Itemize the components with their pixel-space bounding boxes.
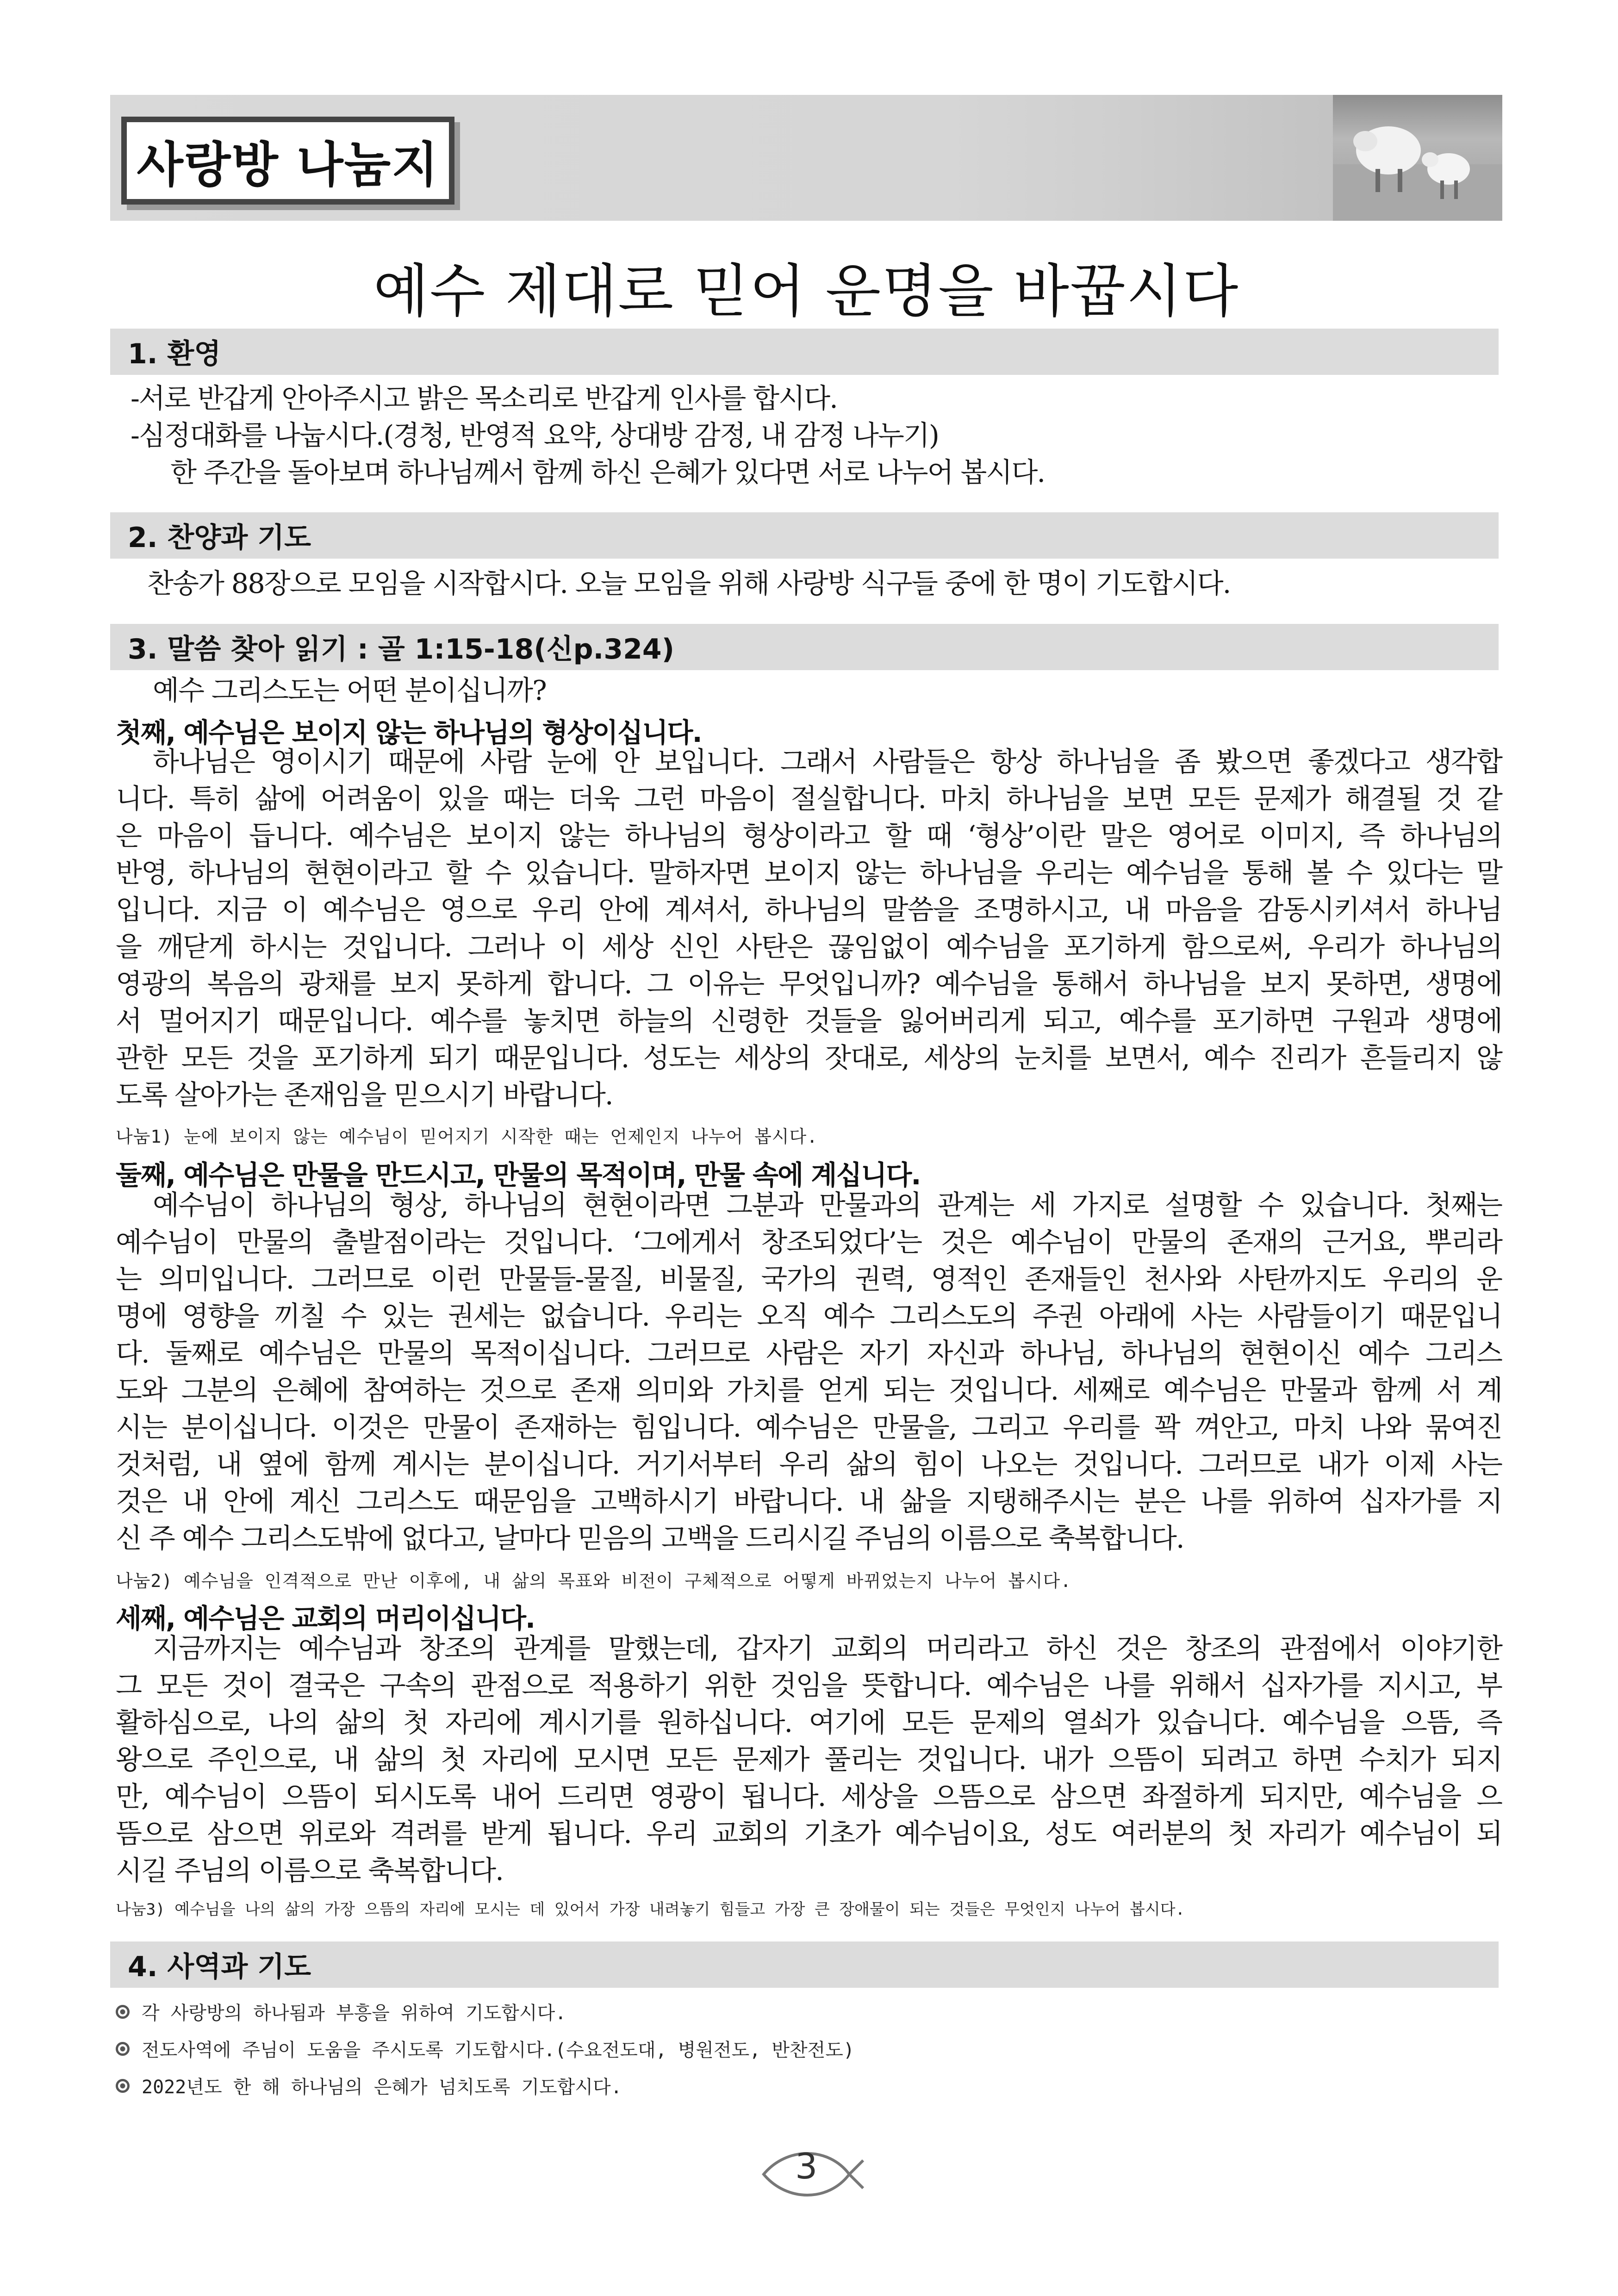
section-heading-praise: 2. 찬양과 기도 <box>110 512 1499 559</box>
point-1-line: 을 깨닫게 하시는 것입니다. 그러나 이 세상 신인 사탄은 끊임없이 예수님을 포기하게 함으로써, 우리가 하나님의 <box>116 931 1502 963</box>
sheep-photo <box>1333 95 1502 221</box>
point-2-line: 다. 둘째로 예수님은 만물의 목적이십니다. 그러므로 사람은 자기 자신과 하나님, 하나님의 현현이신 예수 그리스 <box>116 1337 1502 1369</box>
point-3-line: 뜸으로 삼으면 위로와 격려를 받게 됩니다. 우리 교회의 기초가 예수님이요, 성도 여러분의 첫 자리가 예수님이 되 <box>116 1817 1502 1849</box>
page-number-badge <box>759 2142 865 2207</box>
page-number: 3 <box>795 2146 818 2187</box>
bullet-circle-icon <box>116 2042 130 2056</box>
section-heading-ministry: 4. 사역과 기도 <box>110 1941 1499 1988</box>
point-2-line: 시는 분이십니다. 이것은 만물이 존재하는 힘입니다. 예수님은 만물을, 그리고 우리를 꽉 껴안고, 마치 나와 묶여진 <box>116 1411 1502 1443</box>
point-2-line: 것처럼, 내 옆에 함께 계시는 분이십니다. 거기서부터 우리 삶의 힘이 나오는 것입니다. 그러므로 내가 이제 사는 <box>116 1448 1502 1480</box>
page-title: 예수 제대로 믿어 운명을 바꿉시다 <box>373 258 1239 325</box>
welcome-line-3: 한 주간을 돌아보며 하나님께서 함께 하신 은혜가 있다면 서로 나누어 봅시다. <box>170 456 1045 488</box>
point-2-line: 예수님이 만물의 출발점이라는 것입니다. ‘그에게서 창조되었다’는 것은 예수님이 만물의 존재의 근거요, 뿌리라 <box>116 1226 1502 1258</box>
prayer-item: 전도사역에 주님이 도움을 주시도록 기도합시다.(수요전도대, 병원전도, 반찬전도) <box>116 2035 854 2062</box>
point-1-line: 도록 살아가는 존재임을 믿으시기 바랍니다. <box>116 1079 613 1111</box>
point-1-line: 영광의 복음의 광채를 보지 못하게 합니다. 그 이유는 무엇입니까? 예수님을 통해서 하나님을 보지 못하면, 생명에 <box>116 968 1502 1000</box>
section-label: 사랑방 나눔지 <box>137 137 439 193</box>
praise-line-1: 찬송가 88장으로 모임을 시작합시다. 오늘 모임을 위해 사랑방 식구들 중에 한 명이 기도합시다. <box>147 567 1231 599</box>
sharing-question-2: 나눔2) 예수님을 인격적으로 만난 이후에, 내 삶의 목표와 비전이 구체적으로 어떻게 바뀌었는지 나누어 봅시다. <box>116 1571 1072 1591</box>
scripture-intro: 예수 그리스도는 어떤 분이십니까? <box>153 674 546 706</box>
point-3-line: 활하심으로, 나의 삶의 첫 자리에 계시기를 원하십니다. 여기에 모든 문제의 열쇠가 있습니다. 예수님을 으뜸, 즉 <box>116 1706 1502 1738</box>
point-1-line: 서 멀어지기 때문입니다. 예수를 놓치면 하늘의 신령한 것들을 잃어버리게 되고, 예수를 포기하면 구원과 생명에 <box>116 1005 1502 1037</box>
bullet-circle-icon <box>116 2079 130 2093</box>
point-1-line: 은 마음이 듭니다. 예수님은 보이지 않는 하나님의 형상이라고 할 때 ‘형상’이란 말은 영어로 이미지, 즉 하나님의 <box>116 820 1502 852</box>
point-2-line: 명에 영향을 끼칠 수 있는 권세는 없습니다. 우리는 오직 예수 그리스도의 주권 아래에 사는 사람들이기 때문입니 <box>116 1300 1502 1332</box>
point-2-heading: 둘째, 예수님은 만물을 만드시고, 만물의 목적이며, 만물 속에 계십니다. <box>116 1159 921 1191</box>
section-label-box <box>121 117 454 205</box>
sharing-question-1: 나눔1) 눈에 보이지 않는 예수님이 믿어지기 시작한 때는 언제인지 나누어 봅시다. <box>116 1126 818 1147</box>
point-3-heading: 세째, 예수님은 교회의 머리이십니다. <box>116 1603 535 1634</box>
point-2-line: 는 의미입니다. 그러므로 이런 만물들-물질, 비물질, 국가의 권력, 영적인 존재들인 천사와 사탄까지도 우리의 운 <box>116 1263 1502 1295</box>
section-heading-scripture: 3. 말씀 찾아 읽기 : 골 1:15-18(신p.324) <box>110 624 1499 670</box>
sharing-question-3: 나눔3) 예수님을 나의 삶의 가장 으뜸의 자리에 모시는 데 있어서 가장 내려놓기 힘들고 가장 큰 장애물이 되는 것들은 무엇인지 나누어 봅시다. <box>116 1900 1185 1919</box>
bullet-circle-icon <box>116 2005 130 2019</box>
point-3-line: 왕으로 주인으로, 내 삶의 첫 자리에 모시면 모든 문제가 풀리는 것입니다. 내가 으뜸이 되려고 하면 수치가 되지 <box>116 1743 1502 1775</box>
welcome-line-2: -심정대화를 나눕시다.(경청, 반영적 요약, 상대방 감정, 내 감정 나누기) <box>131 419 939 451</box>
point-2-line: 예수님이 하나님의 형상, 하나님의 현현이라면 그분과 만물과의 관계는 세 가지로 설명할 수 있습니다. 첫째는 <box>153 1189 1502 1221</box>
point-2-line: 것은 내 안에 계신 그리스도 때문임을 고백하시기 바랍니다. 내 삶을 지탱해주시는 분은 나를 위하여 십자가를 지 <box>116 1485 1502 1517</box>
point-1-line: 관한 모든 것을 포기하게 되기 때문입니다. 성도는 세상의 잣대로, 세상의 눈치를 보면서, 예수 진리가 흔들리지 않 <box>116 1042 1502 1074</box>
section-heading-welcome: 1. 환영 <box>110 329 1499 375</box>
point-1-line: 니다. 특히 삶에 어려움이 있을 때는 더욱 그런 마음이 절실합니다. 마치 하나님을 보면 모든 문제가 해결될 것 같 <box>116 783 1502 815</box>
point-3-line: 그 모든 것이 결국은 구속의 관점으로 적용하기 위한 것임을 뜻합니다. 예수님은 나를 위해서 십자가를 지시고, 부 <box>116 1669 1502 1701</box>
prayer-item: 2022년도 한 해 하나님의 은혜가 넘치도록 기도합시다. <box>116 2072 622 2099</box>
welcome-line-1: -서로 반갑게 안아주시고 밝은 목소리로 반갑게 인사를 합시다. <box>131 382 837 414</box>
point-1-line: 반영, 하나님의 현현이라고 할 수 있습니다. 말하자면 보이지 않는 하나님을 우리는 예수님을 통해 볼 수 있다는 말 <box>116 857 1502 889</box>
point-2-line: 신 주 예수 그리스도밖에 없다고, 날마다 믿음의 고백을 드리시길 주님의 이름으로 축복합니다. <box>116 1522 1184 1554</box>
point-1-line: 하나님은 영이시기 때문에 사람 눈에 안 보입니다. 그래서 사람들은 항상 하나님을 좀 봤으면 좋겠다고 생각합 <box>153 746 1502 778</box>
prayer-item: 각 사랑방의 하나됨과 부흥을 위하여 기도합시다. <box>116 1998 566 2025</box>
point-3-line: 지금까지는 예수님과 창조의 관계를 말했는데, 갑자기 교회의 머리라고 하신 것은 창조의 관점에서 이야기한 <box>153 1632 1502 1664</box>
point-3-line: 시길 주님의 이름으로 축복합니다. <box>116 1854 503 1886</box>
point-3-line: 만, 예수님이 으뜸이 되시도록 내어 드리면 영광이 됩니다. 세상을 으뜸으로 삼으면 좌절하게 되지만, 예수님을 으 <box>116 1780 1502 1812</box>
point-1-line: 입니다. 지금 이 예수님은 영으로 우리 안에 계셔서, 하나님의 말씀을 조명하시고, 내 마음을 감동시키셔서 하나님 <box>116 894 1502 926</box>
point-2-line: 도와 그분의 은혜에 참여하는 것으로 존재 의미와 가치를 얻게 되는 것입니다. 세째로 예수님은 만물과 함께 서 계 <box>116 1374 1502 1406</box>
point-1-heading: 첫째, 예수님은 보이지 않는 하나님의 형상이십니다. <box>116 717 702 748</box>
